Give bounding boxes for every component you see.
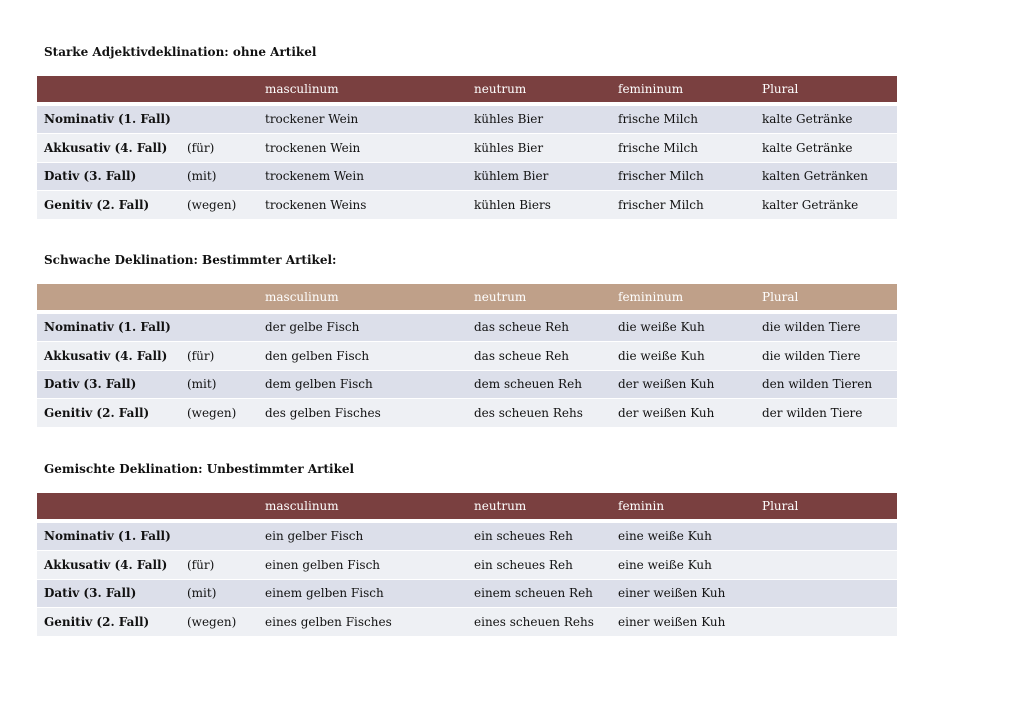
masculine-cell: eines gelben Fisches (258, 607, 467, 636)
feminine-cell: einer weißen Kuh (611, 579, 755, 608)
preposition-cell (180, 105, 258, 134)
header-cell-plural: Plural (755, 76, 897, 105)
neuter-cell: kühles Bier (467, 133, 611, 162)
header-cell-feminine: femininum (611, 76, 755, 105)
plural-cell: die wilden Tiere (755, 341, 897, 370)
table-row (37, 190, 897, 219)
plural-cell: den wilden Tieren (755, 370, 897, 399)
preposition-cell: (mit) (180, 579, 258, 608)
masculine-cell: einem gelben Fisch (258, 579, 467, 608)
plural-cell: kalte Getränke (755, 105, 897, 134)
neuter-cell: des scheuen Rehs (467, 398, 611, 427)
feminine-cell: die weiße Kuh (611, 313, 755, 342)
declension-table (37, 284, 897, 427)
section-title: Schwache Deklination: Bestimmter Artikel: (44, 253, 337, 267)
table-row (37, 550, 897, 579)
preposition-cell: (mit) (180, 370, 258, 399)
preposition-cell: (wegen) (180, 607, 258, 636)
neuter-cell: dem scheuen Reh (467, 370, 611, 399)
case-cell: Dativ (3. Fall) (37, 370, 180, 399)
masculine-cell: trockener Wein (258, 105, 467, 134)
plural-cell (755, 607, 897, 636)
plural-cell (755, 522, 897, 551)
masculine-cell: der gelbe Fisch (258, 313, 467, 342)
case-cell: Dativ (3. Fall) (37, 579, 180, 608)
case-cell: Nominativ (1. Fall) (37, 105, 180, 134)
table-row (37, 607, 897, 636)
case-cell: Dativ (3. Fall) (37, 162, 180, 191)
masculine-cell: des gelben Fisches (258, 398, 467, 427)
feminine-cell: frische Milch (611, 133, 755, 162)
section-title: Gemischte Deklination: Unbestimmter Artikel (44, 462, 355, 476)
neuter-cell: kühlen Biers (467, 190, 611, 219)
preposition-cell: (für) (180, 341, 258, 370)
declension-table (37, 76, 897, 219)
preposition-cell (180, 313, 258, 342)
case-cell: Nominativ (1. Fall) (37, 522, 180, 551)
header-cell-case (37, 493, 180, 522)
preposition-cell (180, 522, 258, 551)
section-title: Starke Adjektivdeklination: ohne Artikel (44, 45, 317, 59)
case-cell: Genitiv (2. Fall) (37, 607, 180, 636)
header-cell-feminine: femininum (611, 284, 755, 313)
declension-table (37, 493, 897, 636)
neuter-cell: das scheue Reh (467, 341, 611, 370)
feminine-cell: die weiße Kuh (611, 341, 755, 370)
header-cell-case (37, 284, 180, 313)
feminine-cell: einer weißen Kuh (611, 607, 755, 636)
neuter-cell: einem scheuen Reh (467, 579, 611, 608)
case-cell: Nominativ (1. Fall) (37, 313, 180, 342)
header-cell-masculine: masculinum (258, 493, 467, 522)
preposition-cell: (wegen) (180, 190, 258, 219)
table-row (37, 370, 897, 399)
feminine-cell: der weißen Kuh (611, 398, 755, 427)
header-cell-case (37, 76, 180, 105)
feminine-cell: eine weiße Kuh (611, 522, 755, 551)
plural-cell (755, 579, 897, 608)
table-header-row (37, 493, 897, 522)
preposition-cell: (wegen) (180, 398, 258, 427)
header-cell-preposition (180, 284, 258, 313)
feminine-cell: frischer Milch (611, 190, 755, 219)
table-header-row (37, 284, 897, 313)
table-row (37, 341, 897, 370)
plural-cell: kalter Getränke (755, 190, 897, 219)
header-cell-feminine: feminin (611, 493, 755, 522)
masculine-cell: einen gelben Fisch (258, 550, 467, 579)
table-row (37, 162, 897, 191)
preposition-cell: (für) (180, 133, 258, 162)
feminine-cell: eine weiße Kuh (611, 550, 755, 579)
masculine-cell: ein gelber Fisch (258, 522, 467, 551)
header-cell-preposition (180, 493, 258, 522)
plural-cell: die wilden Tiere (755, 313, 897, 342)
case-cell: Genitiv (2. Fall) (37, 398, 180, 427)
table-row (37, 133, 897, 162)
neuter-cell: kühlem Bier (467, 162, 611, 191)
feminine-cell: frischer Milch (611, 162, 755, 191)
table-row (37, 579, 897, 608)
neuter-cell: kühles Bier (467, 105, 611, 134)
masculine-cell: trockenem Wein (258, 162, 467, 191)
feminine-cell: der weißen Kuh (611, 370, 755, 399)
plural-cell: kalten Getränken (755, 162, 897, 191)
plural-cell: kalte Getränke (755, 133, 897, 162)
masculine-cell: dem gelben Fisch (258, 370, 467, 399)
neuter-cell: ein scheues Reh (467, 550, 611, 579)
header-cell-preposition (180, 76, 258, 105)
header-cell-masculine: masculinum (258, 284, 467, 313)
table-row (37, 313, 897, 342)
header-cell-masculine: masculinum (258, 76, 467, 105)
masculine-cell: trockenen Weins (258, 190, 467, 219)
plural-cell: der wilden Tiere (755, 398, 897, 427)
table-header-row (37, 76, 897, 105)
header-cell-neuter: neutrum (467, 76, 611, 105)
header-cell-plural: Plural (755, 284, 897, 313)
preposition-cell: (mit) (180, 162, 258, 191)
preposition-cell: (für) (180, 550, 258, 579)
table-row (37, 522, 897, 551)
masculine-cell: den gelben Fisch (258, 341, 467, 370)
feminine-cell: frische Milch (611, 105, 755, 134)
case-cell: Akkusativ (4. Fall) (37, 550, 180, 579)
table-row (37, 398, 897, 427)
header-cell-plural: Plural (755, 493, 897, 522)
header-cell-neuter: neutrum (467, 284, 611, 313)
case-cell: Akkusativ (4. Fall) (37, 133, 180, 162)
header-cell-neuter: neutrum (467, 493, 611, 522)
plural-cell (755, 550, 897, 579)
neuter-cell: eines scheuen Rehs (467, 607, 611, 636)
neuter-cell: das scheue Reh (467, 313, 611, 342)
case-cell: Genitiv (2. Fall) (37, 190, 180, 219)
table-row (37, 105, 897, 134)
masculine-cell: trockenen Wein (258, 133, 467, 162)
case-cell: Akkusativ (4. Fall) (37, 341, 180, 370)
neuter-cell: ein scheues Reh (467, 522, 611, 551)
